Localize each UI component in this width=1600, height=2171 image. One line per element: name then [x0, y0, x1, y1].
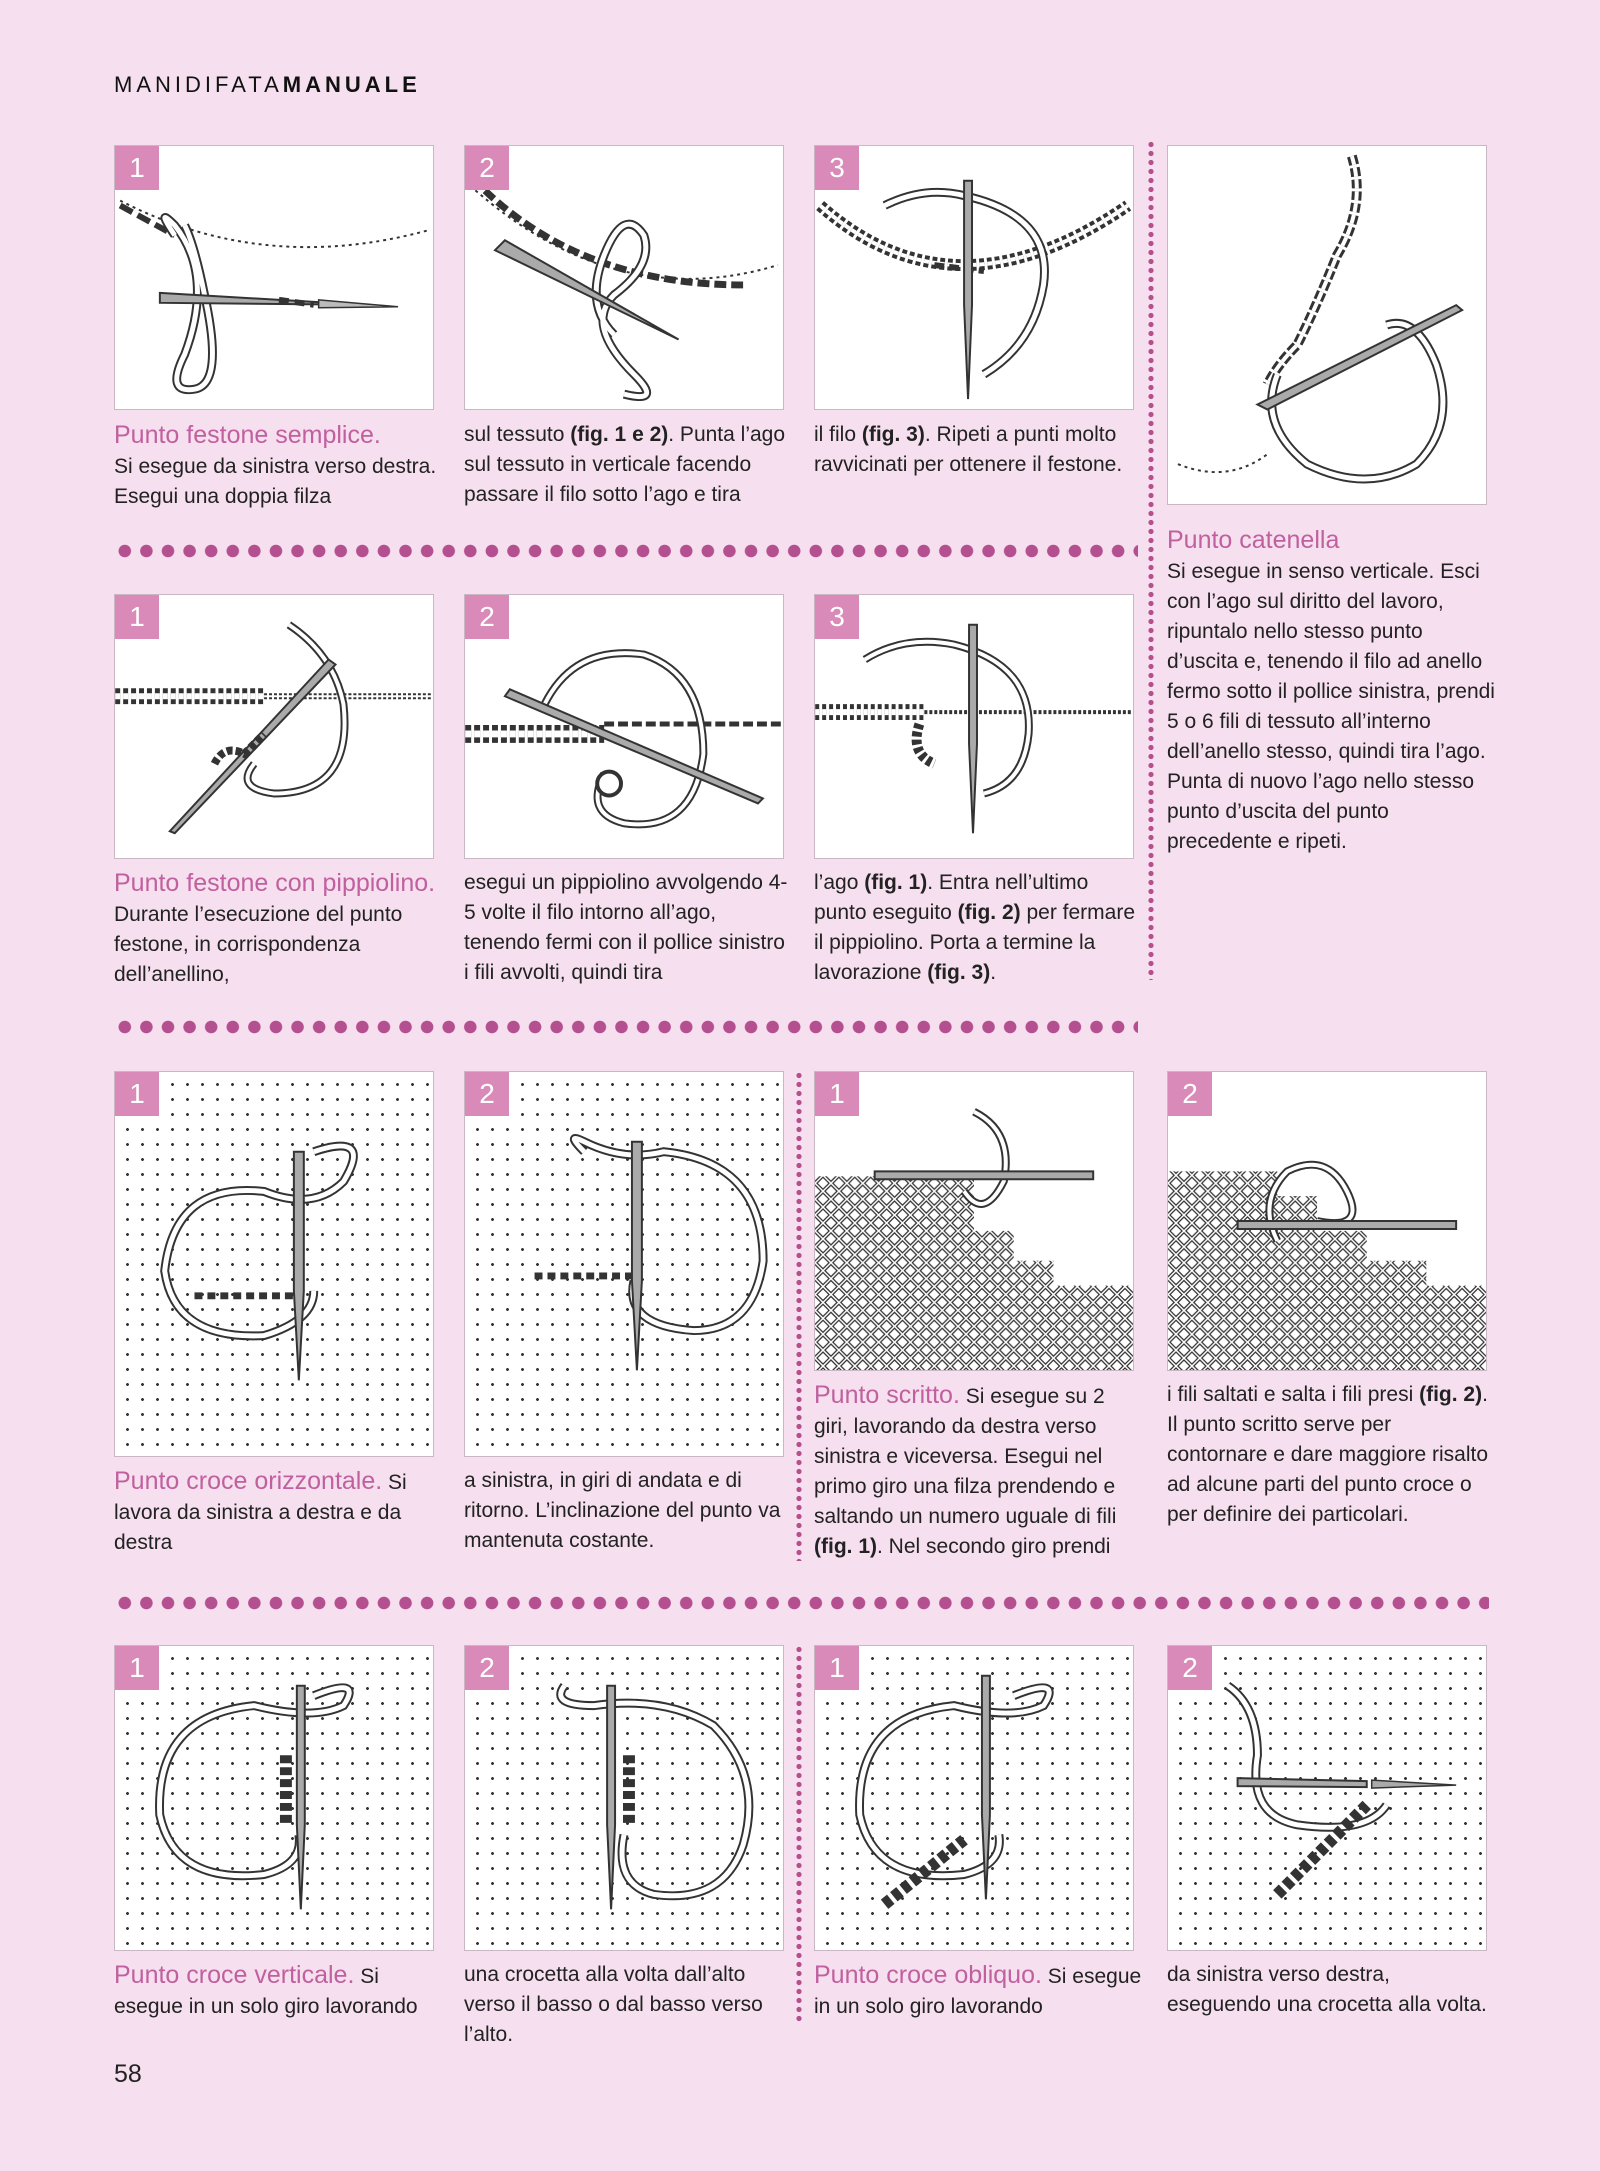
figure-number: 3 — [815, 595, 859, 639]
section-title: Punto festone semplice. — [114, 421, 381, 449]
needle-illustration — [815, 595, 1133, 858]
needle-illustration — [115, 1072, 433, 1456]
needle-illustration — [115, 146, 433, 409]
dotted-divider — [114, 1596, 1489, 1610]
dotted-vertical-divider — [796, 1645, 802, 2025]
figure-number: 3 — [815, 146, 859, 190]
figure-croce-verticale-2 — [464, 1645, 784, 1951]
caption-croce-orizzontale-col2: a sinistra, in giri di andata e di ritorno. L’inclinazione del punto va mantenuta costante. — [464, 1469, 781, 1552]
needle-illustration — [465, 1646, 783, 1950]
caption-scritto-col1: Punto scritto. Si esegue su 2 giri, lavorando da destra verso sinistra e viceversa. Esegui nel primo giro una filza prendendo e saltando un numero uguale di fili (fig. 1). Nel secondo giro prendi — [814, 1381, 1117, 1558]
caption-croce-obliquo-col1: Punto croce obliquo. Si esegue in un solo giro lavorando — [814, 1961, 1142, 2018]
needle-illustration — [465, 1072, 783, 1456]
figure-croce-obliquo-1 — [814, 1645, 1134, 1951]
figure-croce-orizzontale-2 — [464, 1071, 784, 1457]
figure-number: 1 — [115, 1072, 159, 1116]
figure-pippiolino-1 — [114, 594, 434, 859]
figure-number: 1 — [115, 146, 159, 190]
figure-number: 1 — [115, 595, 159, 639]
figure-croce-verticale-1 — [114, 1645, 434, 1951]
figure-festone-1 — [114, 145, 434, 410]
brand-light: MANIDIFATA — [114, 72, 283, 97]
brand-bold: MANUALE — [282, 72, 421, 97]
needle-illustration — [1168, 1072, 1486, 1370]
needle-illustration — [815, 1646, 1133, 1950]
section-title: Punto scritto. — [814, 1381, 960, 1409]
needle-illustration — [465, 595, 783, 858]
dotted-divider — [114, 1020, 1138, 1034]
section-title: Punto croce orizzontale. — [114, 1467, 383, 1495]
dotted-vertical-divider — [796, 1071, 802, 1561]
caption-catenella: Punto catenella Si esegue in senso verticale. Esci con l’ago sul diritto del lavoro, ripuntalo nello stesso punto d’uscita e, tenendo il filo ad anello fermo sotto il pollice sinistra, prendi 5 o 6 fili di tessuto all’interno dell’anello stesso, quindi tira l’ago. Punta di nuovo l’ago nello stesso punto d’uscita del punto precedente e ripeti. — [1167, 526, 1495, 853]
section-title: Punto croce obliquo. — [814, 1961, 1042, 1989]
figure-number: 2 — [1168, 1646, 1212, 1690]
needle-illustration — [1168, 1646, 1486, 1950]
caption-pippiolino-col3: l’ago (fig. 1). Entra nell’ultimo punto eseguito (fig. 2) per fermare il pippiolino. Porta a termine la lavorazione (fig. 3). — [814, 871, 1135, 984]
figure-catenella — [1167, 145, 1487, 505]
section-title: Punto croce verticale. — [114, 1961, 355, 1989]
figure-scritto-1 — [814, 1071, 1134, 1371]
needle-illustration — [115, 1646, 433, 1950]
magazine-header — [114, 72, 421, 98]
figure-number: 2 — [465, 595, 509, 639]
section-title: Punto catenella — [1167, 526, 1340, 554]
section-title: Punto festone con pippiolino. — [114, 869, 436, 897]
figure-number: 1 — [815, 1646, 859, 1690]
caption-croce-verticale-col2: una crocetta alla volta dall’alto verso il basso o dal basso verso l’alto. — [464, 1963, 763, 2046]
figure-number: 2 — [1168, 1072, 1212, 1116]
needle-illustration — [815, 146, 1133, 409]
figure-number: 2 — [465, 1072, 509, 1116]
caption-croce-obliquo-col2: da sinistra verso destra, eseguendo una crocetta alla volta. — [1167, 1963, 1487, 2016]
needle-illustration — [815, 1072, 1133, 1370]
caption-festone-col2: sul tessuto (fig. 1 e 2). Punta l’ago sul tessuto in verticale facendo passare il filo sotto l’ago e tira — [464, 423, 786, 506]
chain-stitch-illustration — [1168, 146, 1486, 504]
caption-croce-verticale-col1: Punto croce verticale. Si esegue in un solo giro lavorando — [114, 1961, 418, 2018]
dotted-vertical-divider — [1148, 140, 1154, 980]
caption-croce-orizzontale-col1: Punto croce orizzontale. Si lavora da sinistra a destra e da destra — [114, 1467, 407, 1554]
caption-pippiolino-col2: esegui un pippiolino avvolgendo 4-5 volte il filo intorno all’ago, tenendo fermi con il pollice sinistro i fili avvolti, quindi tira — [464, 871, 788, 984]
figure-croce-obliquo-2 — [1167, 1645, 1487, 1951]
figure-number: 2 — [465, 1646, 509, 1690]
needle-illustration — [115, 595, 433, 858]
caption-festone-col3: il filo (fig. 3). Ripeti a punti molto ravvicinati per ottenere il festone. — [814, 423, 1123, 476]
page-number: 58 — [114, 2060, 142, 2088]
figure-festone-2 — [464, 145, 784, 410]
figure-number: 1 — [815, 1072, 859, 1116]
figure-croce-orizzontale-1 — [114, 1071, 434, 1457]
figure-pippiolino-2 — [464, 594, 784, 859]
caption-festone-col1: Punto festone semplice. Si esegue da sinistra verso destra. Esegui una doppia filza — [114, 421, 437, 508]
needle-illustration — [465, 146, 783, 409]
caption-scritto-col2: i fili saltati e salta i fili presi (fig. 2). Il punto scritto serve per contornare e dare maggiore risalto ad alcune parti del punto croce o per definire dei particolari. — [1167, 1383, 1489, 1526]
figure-festone-3 — [814, 145, 1134, 410]
figure-pippiolino-3 — [814, 594, 1134, 859]
figure-number: 1 — [115, 1646, 159, 1690]
caption-pippiolino-col1: Punto festone con pippiolino. Durante l’esecuzione del punto festone, in corrispondenza dell’anellino, — [114, 869, 436, 986]
figure-scritto-2 — [1167, 1071, 1487, 1371]
figure-number: 2 — [465, 146, 509, 190]
dotted-divider — [114, 544, 1138, 558]
